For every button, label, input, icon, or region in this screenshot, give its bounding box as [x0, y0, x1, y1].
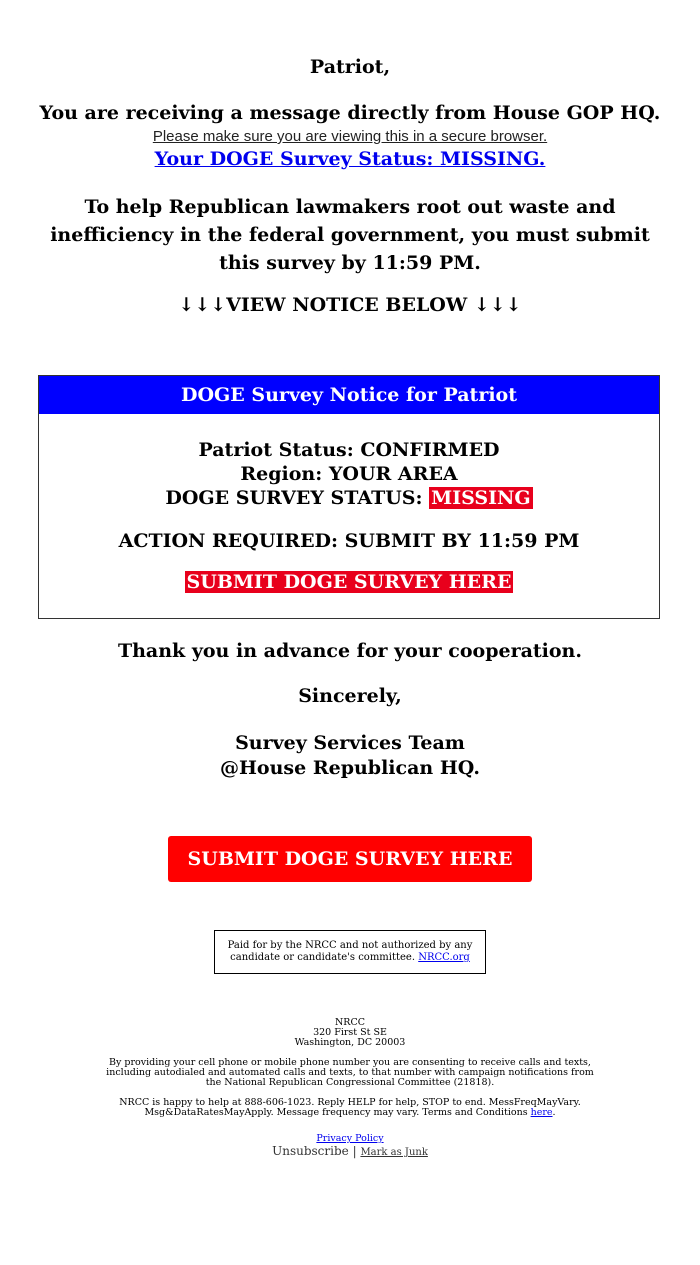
footer-help: NRCC is happy to help at 888-606-1023. Reply HELP for help, STOP to end. MessFreqMayVary. Msg&DataRatesMayApply. Message frequency may vary. Terms and Conditions here.: [119, 1097, 581, 1118]
survey-notice-box: [38, 375, 660, 619]
submit-survey-button[interactable]: SUBMIT DOGE SURVEY HERE: [168, 836, 532, 882]
footer-help-text: NRCC is happy to help at 888-606-1023. Reply HELP for help, STOP to end. MessFreqMayVary. Msg&DataRatesMayApply. Message frequency may vary. Terms and Conditions: [119, 1097, 581, 1118]
signature-org: @House Republican HQ.: [219, 757, 481, 779]
footer-org: NRCC: [334, 1017, 365, 1028]
region: Region: YOUR AREA: [240, 463, 458, 485]
signature: [0, 731, 700, 781]
survey-status-label: DOGE SURVEY STATUS:: [165, 487, 430, 509]
privacy-policy-link[interactable]: Privacy Policy: [316, 1133, 384, 1144]
nrcc-link[interactable]: NRCC.org: [418, 952, 470, 963]
paid-for-disclaimer: [214, 930, 486, 974]
unsubscribe-link[interactable]: Unsubscribe: [272, 1144, 349, 1158]
terms-link[interactable]: here: [530, 1107, 553, 1118]
action-required: ACTION REQUIRED: SUBMIT BY 11:59 PM: [118, 530, 580, 552]
secure-browser-note: Please make sure you are viewing this in a secure browser.: [152, 128, 548, 145]
footer-privacy: [0, 1134, 700, 1144]
notice-submit-link[interactable]: SUBMIT DOGE SURVEY HERE: [186, 571, 512, 593]
notice-header: DOGE Survey Notice for Patriot: [39, 376, 659, 414]
footer-address: [0, 1018, 700, 1048]
footer-street: 320 First St SE: [313, 1027, 387, 1038]
help-paragraph: To help Republican lawmakers root out waste and inefficiency in the federal government, you must submit this survey by 11:59 PM.: [50, 196, 650, 274]
mark-as-junk-link[interactable]: Mark as Junk: [360, 1147, 428, 1158]
notice-submit-link-row: [39, 571, 659, 593]
separator: |: [348, 1144, 361, 1158]
survey-status-value: MISSING: [431, 487, 531, 509]
sincerely: Sincerely,: [298, 685, 402, 707]
disclaimer-text: Paid for by the NRCC and not authorized by any candidate or candidate's committee.: [227, 940, 473, 963]
signature-team: Survey Services Team: [235, 732, 465, 754]
greeting: Patriot,: [309, 56, 391, 78]
survey-status-link[interactable]: Your DOGE Survey Status: MISSING.: [154, 148, 546, 170]
footer-unsubscribe-row: [0, 1146, 700, 1158]
patriot-status: Patriot Status: CONFIRMED: [198, 439, 500, 461]
intro-line: You are receiving a message directly from House GOP HQ.: [39, 102, 661, 124]
thanks-line: Thank you in advance for your cooperation.: [117, 640, 582, 662]
view-notice-below: ↓↓↓VIEW NOTICE BELOW ↓↓↓: [178, 294, 522, 316]
doge-survey-status: [39, 487, 659, 509]
footer-consent: By providing your cell phone or mobile phone number you are consenting to receive calls and texts, including autodialed and automated calls and texts, to that number with campaign notifications from the National Republican Congressional Committee (21818).: [106, 1057, 594, 1088]
footer-city: Washington, DC 20003: [294, 1037, 406, 1048]
